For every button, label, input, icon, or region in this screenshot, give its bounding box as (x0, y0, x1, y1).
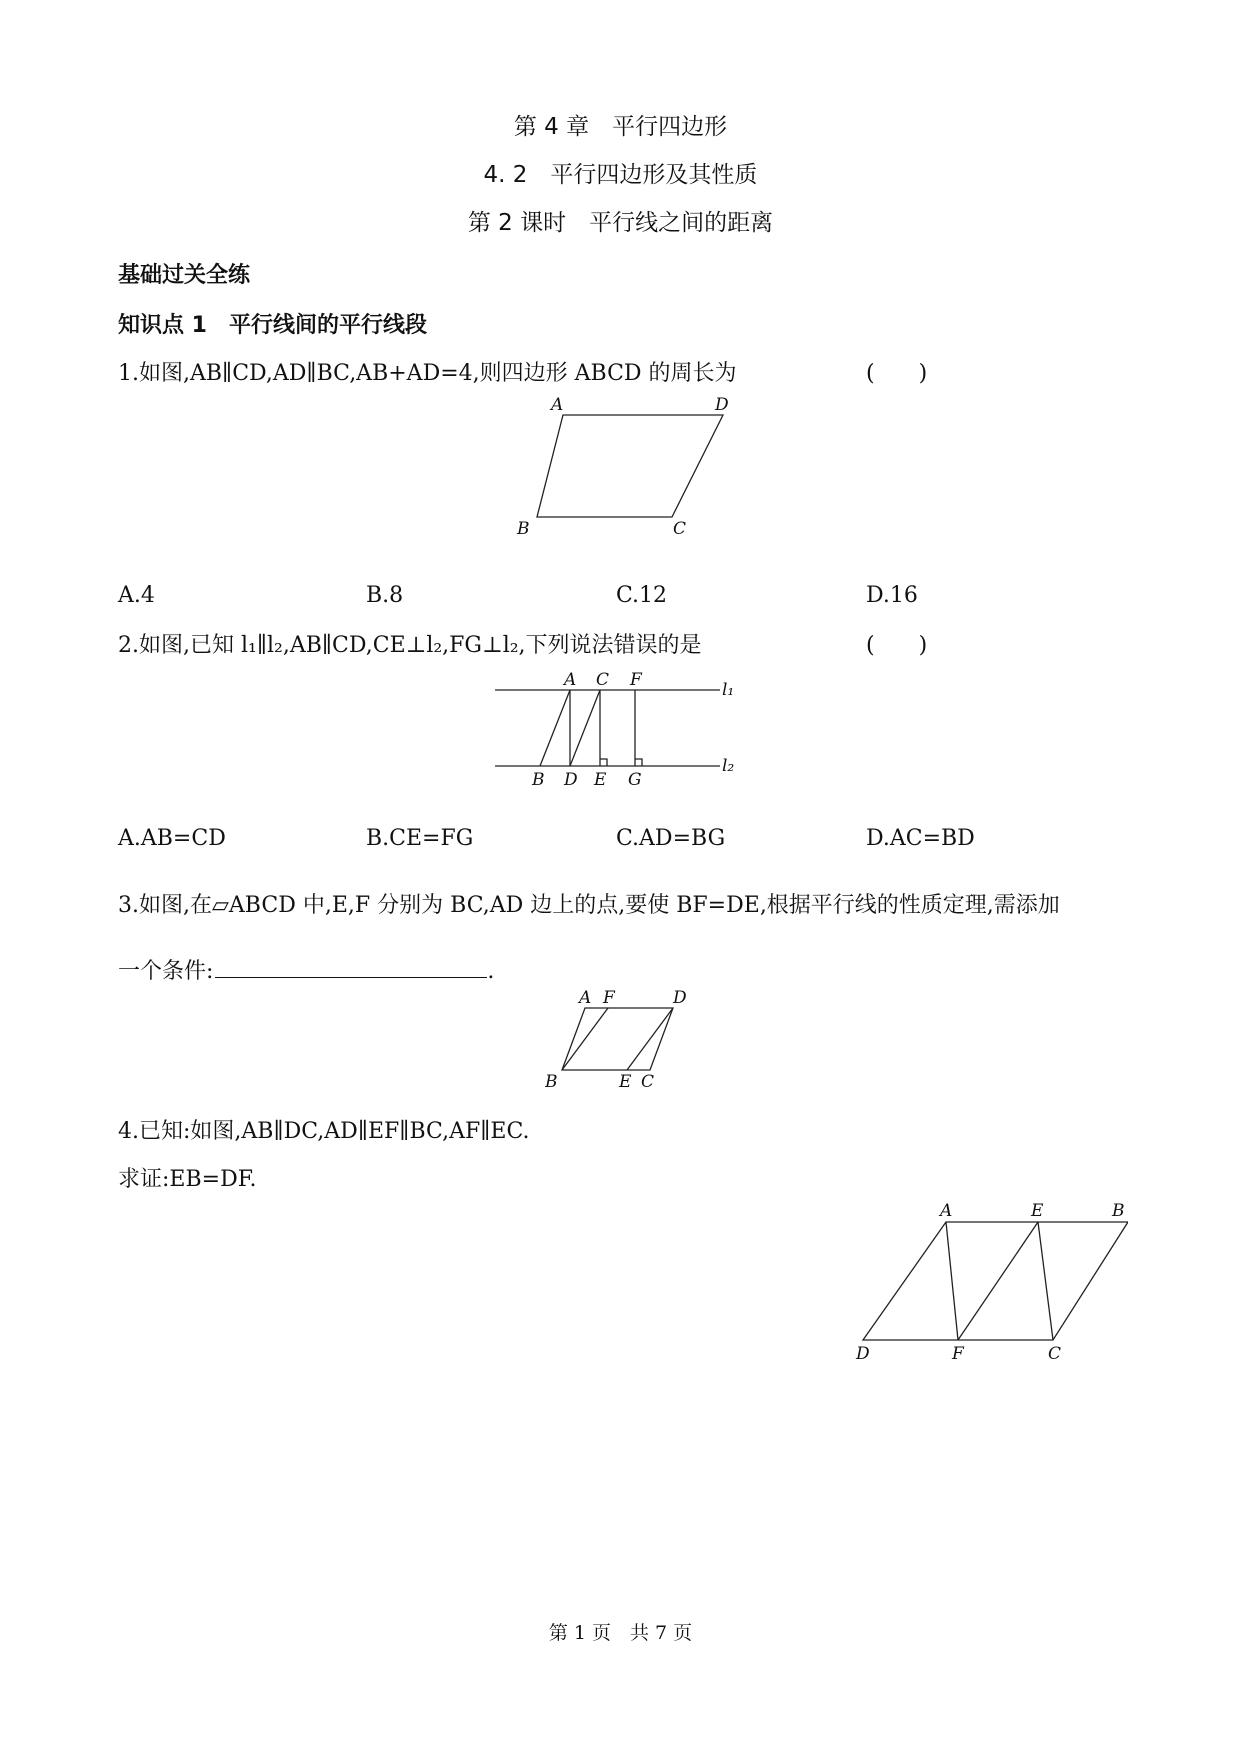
q4-label-c: C (1048, 1344, 1062, 1364)
q4-parallelogram (863, 1222, 1128, 1340)
q3-label-f: F (603, 990, 615, 1008)
q1-option-b: B.8 (366, 583, 404, 608)
q2-answer-paren: ( ) (866, 633, 928, 658)
q2-label-b: B (532, 770, 545, 790)
q2-label-l1: l₁ (722, 680, 735, 700)
q3-label-d: D (673, 990, 687, 1008)
q3-segment-bf (562, 1008, 608, 1070)
q4-segment-af (946, 1222, 958, 1340)
q4-segment-ef (958, 1222, 1038, 1340)
q4-segment-ec (1038, 1222, 1053, 1340)
q4-label-e: E (1031, 1201, 1044, 1221)
q3-label-b: B (545, 1072, 558, 1090)
q4-label-f: F (952, 1344, 964, 1364)
q4-prove: 求证:EB=DF. (118, 1167, 257, 1192)
q2-segment-cd (570, 690, 600, 766)
q1-text: 1.如图,AB∥CD,AD∥BC,AB+AD=4,则四边形 ABCD 的周长为 (118, 361, 737, 386)
q1-option-a: A.4 (118, 583, 155, 608)
q1-parallelogram (537, 415, 723, 517)
q2-label-l2: l₂ (722, 756, 735, 776)
q3-segment-de (627, 1008, 673, 1070)
section-title: 4. 2 平行四边形及其性质 (483, 162, 758, 188)
q2-segment-ab (540, 690, 570, 766)
q1-answer-paren: ( ) (866, 361, 928, 386)
q3-parallelogram (562, 1008, 673, 1070)
q1-option-d: D.16 (866, 583, 918, 608)
q3-figure (545, 990, 695, 1090)
q3-text-line2 (118, 954, 494, 985)
q2-option-d: D.AC=BD (866, 826, 975, 851)
q3-end-period: . (487, 959, 495, 984)
q2-label-e: E (594, 770, 607, 790)
q4-given: 4.已知:如图,AB∥DC,AD∥EF∥BC,AF∥EC. (118, 1119, 530, 1144)
q1-option-c: C.12 (616, 583, 668, 608)
q4-label-a: A (940, 1201, 953, 1221)
q2-option-b: B.CE=FG (366, 826, 474, 851)
q2-option-c: C.AD=BG (616, 826, 726, 851)
q2-label-d: D (564, 770, 578, 790)
q2-label-g: G (628, 770, 642, 790)
q1-label-b: B (517, 519, 530, 539)
q3-label-c: C (641, 1072, 655, 1090)
q4-label-d: D (856, 1344, 870, 1364)
q4-figure (848, 1200, 1128, 1365)
q3-label-e: E (619, 1072, 632, 1090)
chapter-title: 第 4 章 平行四边形 (513, 114, 728, 140)
q1-label-c: C (673, 519, 687, 539)
q2-option-a: A.AB=CD (118, 826, 226, 851)
q3-condition-label: 一个条件: (118, 959, 214, 984)
knowledge-point-heading: 知识点 1 平行线间的平行线段 (118, 313, 427, 338)
q3-text-line1: 3.如图,在▱ABCD 中,E,F 分别为 BC,AD 边上的点,要使 BF=DE,根据平行线的性质定理,需添加 (118, 893, 1060, 918)
q2-right-angle-e (600, 759, 607, 766)
q1-figure (515, 395, 730, 540)
exercise-heading: 基础过关全练 (118, 263, 251, 288)
q1-label-d: D (715, 395, 729, 415)
q4-label-b: B (1112, 1201, 1125, 1221)
q1-label-a: A (551, 395, 564, 415)
q2-label-c: C (596, 670, 610, 690)
q2-text: 2.如图,已知 l₁∥l₂,AB∥CD,CE⊥l₂,FG⊥l₂,下列说法错误的是 (118, 633, 702, 658)
page-footer: 第 1 页 共 7 页 (548, 1622, 693, 1644)
q3-label-a: A (579, 990, 592, 1008)
q2-label-f: F (630, 670, 642, 690)
q2-right-angle-g (635, 759, 642, 766)
q3-answer-blank[interactable] (215, 957, 487, 978)
q2-figure (490, 668, 750, 793)
q2-label-a: A (564, 670, 577, 690)
lesson-title: 第 2 课时 平行线之间的距离 (467, 210, 774, 236)
